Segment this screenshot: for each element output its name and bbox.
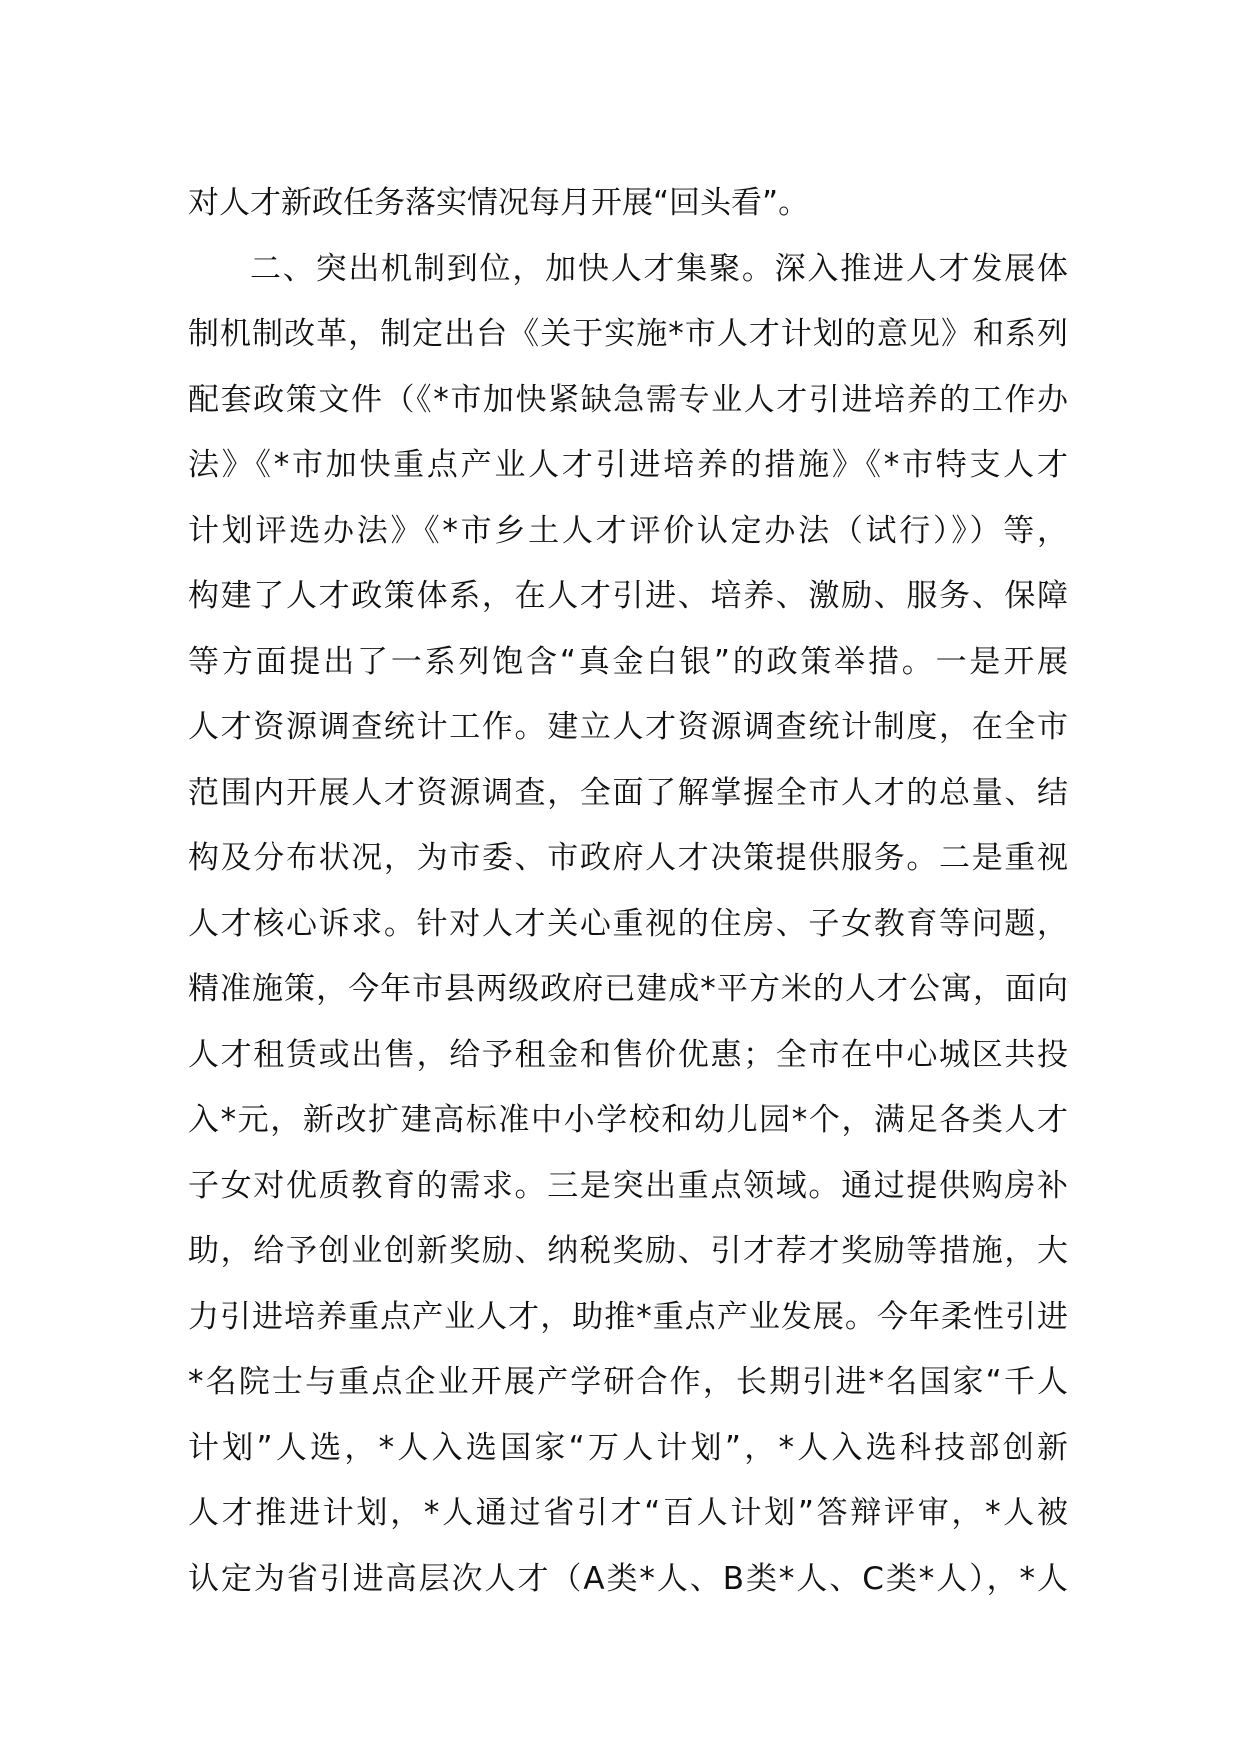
text-line: 制机制改革，制定出台《关于实施*市人才计划的意见》和系列: [188, 316, 1068, 352]
text-line: 助，给予创业创新奖励、纳税奖励、引才荐才奖励等措施，大: [188, 1233, 1068, 1269]
text-line: 配套政策文件（《*市加快紧缺急需专业人才引进培养的工作办: [188, 381, 1068, 418]
text-line: 精准施策，今年市县两级政府已建成*平方米的人才公寓，面向: [188, 971, 1068, 1007]
text-line: 计划”人选，*人入选国家“万人计划”，*人入选科技部创新: [188, 1429, 1068, 1466]
text-line: 子女对优质教育的需求。三是突出重点领域。通过提供购房补: [188, 1167, 1068, 1204]
text-line: 构建了人才政策体系，在人才引进、培养、激励、服务、保障: [188, 578, 1068, 614]
text-line: 入*元，新改扩建高标准中小学校和幼儿园*个，满足各类人才: [188, 1102, 1068, 1138]
text-line: 计划评选办法》《*市乡土人才评价认定办法（试行）》）等，: [188, 512, 1068, 549]
text-line: 力引进培养重点产业人才，助推*重点产业发展。今年柔性引进: [188, 1298, 1068, 1335]
text-line: 等方面提出了一系列饱含“真金白银”的政策举措。一是开展: [188, 643, 1068, 680]
text-line: 认定为省引进高层次人才（A类*人、B类*人、C类*人），*人: [188, 1560, 1068, 1597]
text-line: 对人才新政任务落实情况每月开展“回头看”。: [188, 185, 810, 221]
text-line: 二、突出机制到位，加快人才集聚。深入推进人才发展体: [250, 250, 1068, 287]
text-line: 构及分布状况，为市委、市政府人才决策提供服务。二是重视: [188, 840, 1068, 876]
document-body: [188, 171, 1068, 1612]
text-line: 人才核心诉求。针对人才关心重视的住房、子女教育等问题，: [188, 905, 1068, 942]
text-line: 人才推进计划，*人通过省引才“百人计划”答辩评审，*人被: [188, 1495, 1068, 1531]
text-line: *名院士与重点企业开展产学研合作，长期引进*名国家“千人: [188, 1364, 1068, 1400]
text-line: 人才租赁或出售，给予租金和售价优惠；全市在中心城区共投: [188, 1036, 1068, 1073]
text-line: 法》《*市加快重点产业人才引进培养的措施》《*市特支人才: [188, 447, 1068, 483]
text-line: 范围内开展人才资源调查，全面了解掌握全市人才的总量、结: [188, 774, 1068, 811]
text-line: 人才资源调查统计工作。建立人才资源调查统计制度，在全市: [188, 709, 1068, 745]
